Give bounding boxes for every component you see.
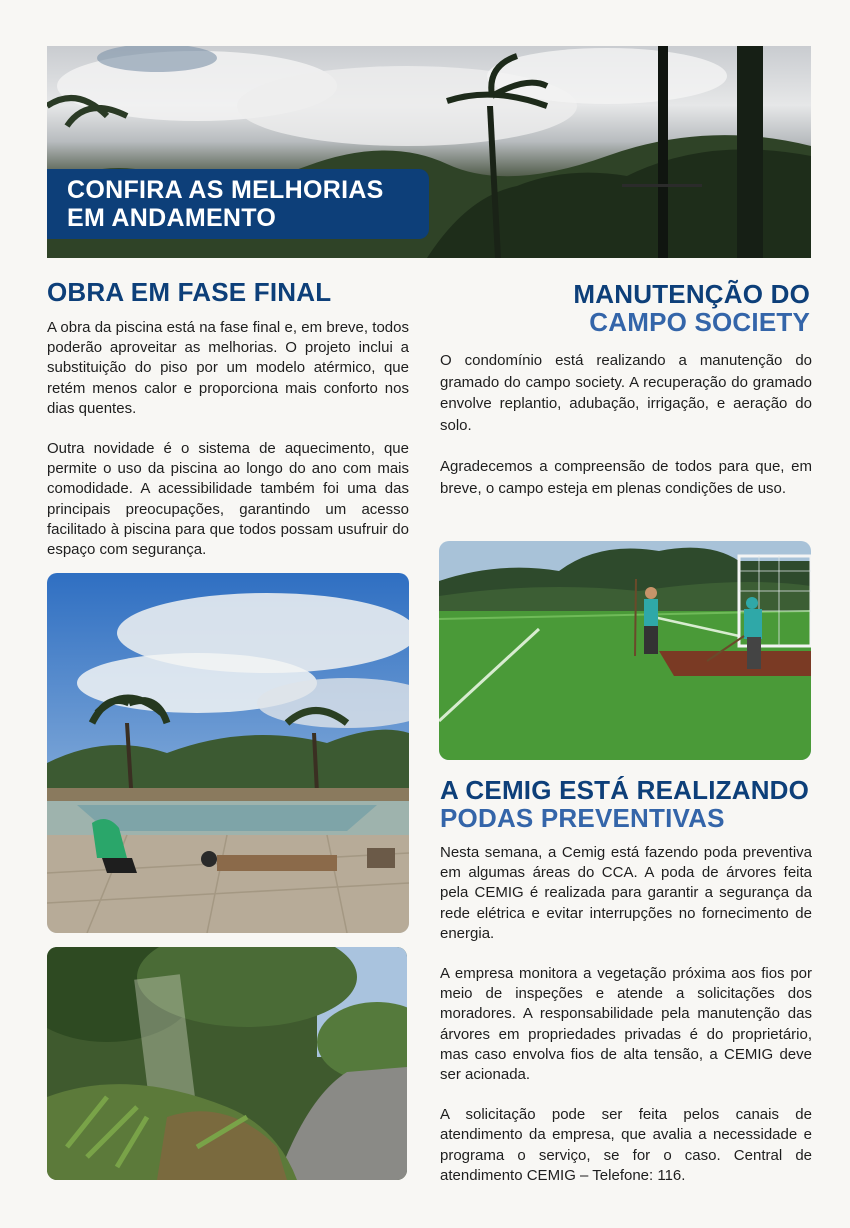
hero-title-line1: CONFIRA AS MELHORIAS [67, 176, 384, 204]
campo-heading [440, 280, 810, 336]
field-photo [439, 541, 811, 760]
pool-photo [47, 573, 409, 933]
cemig-heading-line2: PODAS PREVENTIVAS [440, 803, 725, 833]
hero-title [47, 169, 429, 239]
hero-banner [47, 46, 811, 258]
obra-paragraph: A obra da piscina está na fase final e, em breve, todos poderão aproveitar as melhorias. O projeto inclui a substituição do piso por um modelo atérmico, que retém menos calor e proporciona mais conforto nos dias quentes. [47, 319, 409, 417]
campo-text [440, 350, 812, 499]
obra-paragraph: Outra novidade é o sistema de aquecimento, que permite o uso da piscina ao longo do ano com mais comodidade. A acessibilidade também foi uma das principais preocupações, garantindo um acesso facilitado à piscina para que todos possam usufruir do espaço com segurança. [47, 440, 409, 559]
obra-text [47, 318, 409, 560]
obra-heading: OBRA EM FASE FINAL [47, 277, 332, 307]
hero-title-line2: EM ANDAMENTO [67, 204, 277, 232]
cemig-heading [440, 776, 812, 832]
cemig-paragraph: A empresa monitora a vegetação próxima aos fios por meio de inspeções e atende a solicitações dos moradores. A responsabilidade pela manutenção das árvores em propriedades privadas é do proprietário, mas caso envolva fios de alta tensão, a CEMIG deve ser acionada. [440, 965, 812, 1084]
campo-paragraph: O condomínio está realizando a manutenção do gramado do campo society. A recuperação do gramado envolve replantio, adubação, irrigação, e aeração do solo. [440, 352, 812, 434]
cemig-heading-line1: A CEMIG ESTÁ REALIZANDO [440, 775, 810, 805]
cemig-paragraph: A solicitação pode ser feita pelos canais de atendimento da empresa, que avalia a necessidade e programa o serviço, se for o caso. Central de atendimento CEMIG – Telefone: 116. [440, 1106, 812, 1184]
pruning-photo [47, 947, 407, 1180]
campo-heading-line1: MANUTENÇÃO DO [573, 279, 810, 309]
campo-heading-line2: CAMPO SOCIETY [589, 307, 810, 337]
campo-paragraph: Agradecemos a compreensão de todos para que, em breve, o campo esteja em plenas condições de uso. [440, 458, 812, 497]
cemig-text [440, 843, 812, 1186]
cemig-paragraph: Nesta semana, a Cemig está fazendo poda preventiva em algumas áreas do CCA. A poda de árvores feita pela CEMIG é realizada para garantir a segurança da rede elétrica e evitar interrupções no fornecimento de energia. [440, 844, 812, 942]
